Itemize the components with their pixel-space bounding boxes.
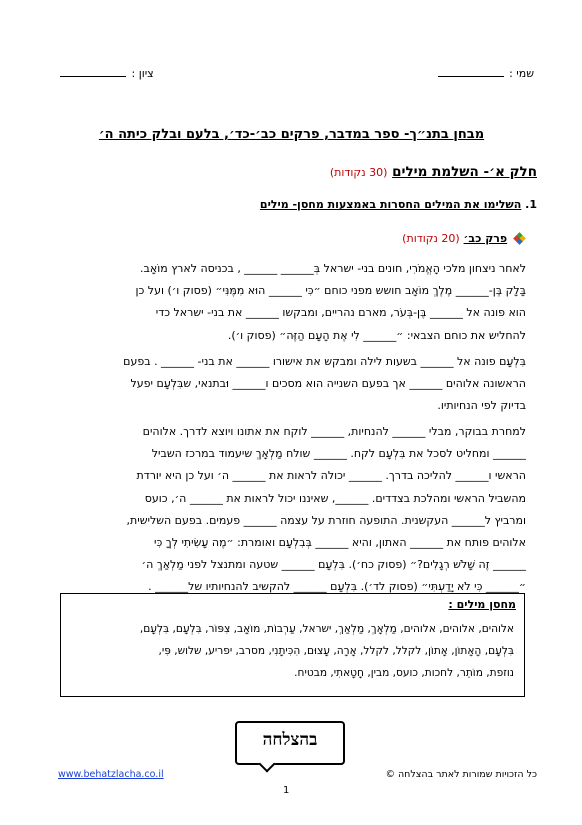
text-line: אלוהים פותח את ______ האתון, והיא ______ בְּבִלְעָם ואומרת: ״מֶה עָשִׂיתִי לְךָ כִּי — [154, 536, 526, 550]
text-line: בדיוק לפי הנחיותיו. — [437, 399, 526, 413]
text-line: בִּלְעָם פונה אל ______ בשעות לילה ומבקש את אישורו ______ את בני- ______ . בפעם — [123, 355, 526, 368]
student-name-field[interactable] — [438, 66, 534, 80]
text-line: הראשי ו______ להליכה בדרך. ______ יכולה לראות את ______ ה׳ ועל כן היא יורדת — [136, 469, 526, 483]
word-bank-box — [60, 593, 525, 697]
word-bank-line: בִּלְעָם, הָאָתוֹן, אָתוֹן, לקלל, לקלל, אָרָה, עָצוּם, הִכִּיתָנִי, מסרב, יפריע, שלוש, פִּי, — [158, 645, 514, 657]
question-text: השלימו את המילים החסרות באמצעות מחסן- מילים — [259, 198, 522, 211]
behatzlacha-logo — [235, 721, 345, 765]
part-points: (30 נקודות) — [329, 166, 388, 179]
text-line: למחרת בבוקר, מבלי ______ להנחיות, ______ לוקח את אתונו ויוצא לדרך. אלוהים — [142, 425, 526, 438]
logo-text: בהצלחה — [262, 730, 318, 750]
word-bank-line: נוזפת, מוֹתֵר, לחכות, כועס, מבין, חָטָאתִי, מבטיח. — [294, 667, 514, 679]
student-details-row — [60, 66, 534, 84]
part-heading — [330, 164, 537, 180]
chapter-points: (20 נקודות) — [402, 232, 460, 245]
text-line: להחליש את כוחם הצבאי: ״______ לִי אֶת הָעָם הַזֶּה״ (פסוק ו׳). — [227, 328, 526, 342]
text-line: הראשונה אלוהים ______ אך בפעם השנייה הוא מסכים ו______ וּבתנאי, שבִּלְעָם יפעל — [130, 377, 526, 391]
text-line: לאחר ניצחון מלכי הָאֱמֹרִי, חונים בני- ישראל בְּ______ ______ , בכניסה לארץ מוֹאָב. — [140, 262, 526, 275]
text-line: ומרביץ ל______ העקשנית. התופעה חוזרת על עצמה ______ פעמים. בפעם השלישית, — [126, 513, 526, 527]
text-line: ״______ כִּי לֹא יָדַעְתִּי״ (פסוק לד׳). בִּלְעָם ______ להקשיב להנחיותיו של______ . — [148, 580, 526, 594]
word-bank-list — [69, 618, 514, 684]
speech-bubble-tail-icon — [259, 756, 276, 773]
word-bank-title: מחסן מילים : — [448, 598, 516, 611]
grade-field[interactable] — [60, 66, 154, 80]
paragraph-3 — [62, 421, 526, 599]
text-line: בָּלָק בֶּן-______ מֶלֶךְ מוֹאָב חושש מפני כוחם ״כִּי ______ הוּא מִמֶּנִּי״ (פסוק ו׳) ועל כן — [135, 284, 526, 298]
text-line: הוא פונה אל ______ בֶּן-בְּעֹר, מארם נהריים, ומבקשו ______ את בני- ישראל כדי — [155, 306, 526, 320]
text-line: ______ ומחליט לסכל את בִּלְעָם לקח. ______ שולח מַלְאָךְ שיעמוד במרכז השביל — [151, 447, 526, 461]
text-line: מהשביל הראשי ומהלכת בצדדים. ______, שאיננו יכול לראות את ______ ה׳, כועס — [144, 491, 526, 505]
grade-line[interactable] — [60, 66, 126, 77]
diamond-bullet-icon — [513, 232, 526, 245]
paragraph-1 — [62, 258, 526, 347]
text-line: ______ זֶה שָׁלֹשׁ רְגָלִים?״ (פסוק כח׳). בִּלְעָם ______ שטעה ומתנצל לפני מַלְאַךְ ה׳ — [141, 558, 526, 572]
part-heading-label: חלק א׳- השלמת מילים — [392, 164, 537, 180]
copyright-text: כל הזכויות שמורות לאתר בהצלחה © — [385, 769, 537, 780]
page-number: 1 — [283, 785, 290, 796]
exam-title: מבחן בתנ״ך- ספר במדבר, פרקים כב׳-כד׳, בלעם ובלק כיתה ה׳ — [98, 127, 485, 142]
website-link[interactable]: www.behatzlacha.co.il — [58, 769, 164, 780]
chapter-label: פרק כב׳ — [463, 232, 508, 245]
grade-label: ציון : — [131, 67, 154, 80]
student-name-label: שמי : — [509, 67, 534, 80]
question-heading — [260, 198, 537, 211]
paragraph-2 — [62, 351, 526, 418]
chapter-heading — [402, 232, 524, 245]
word-bank-line: אלוהים, אלוהים, אלוהים, מַלְאָךְ, מַלְאַךְ, ישראל, עַרְבוֹת, מוֹאָב, צִפּוֹר, בִּלְעָם, בִּלְעָם, — [139, 623, 514, 635]
student-name-line[interactable] — [438, 66, 504, 77]
question-number: 1. — [525, 198, 537, 211]
